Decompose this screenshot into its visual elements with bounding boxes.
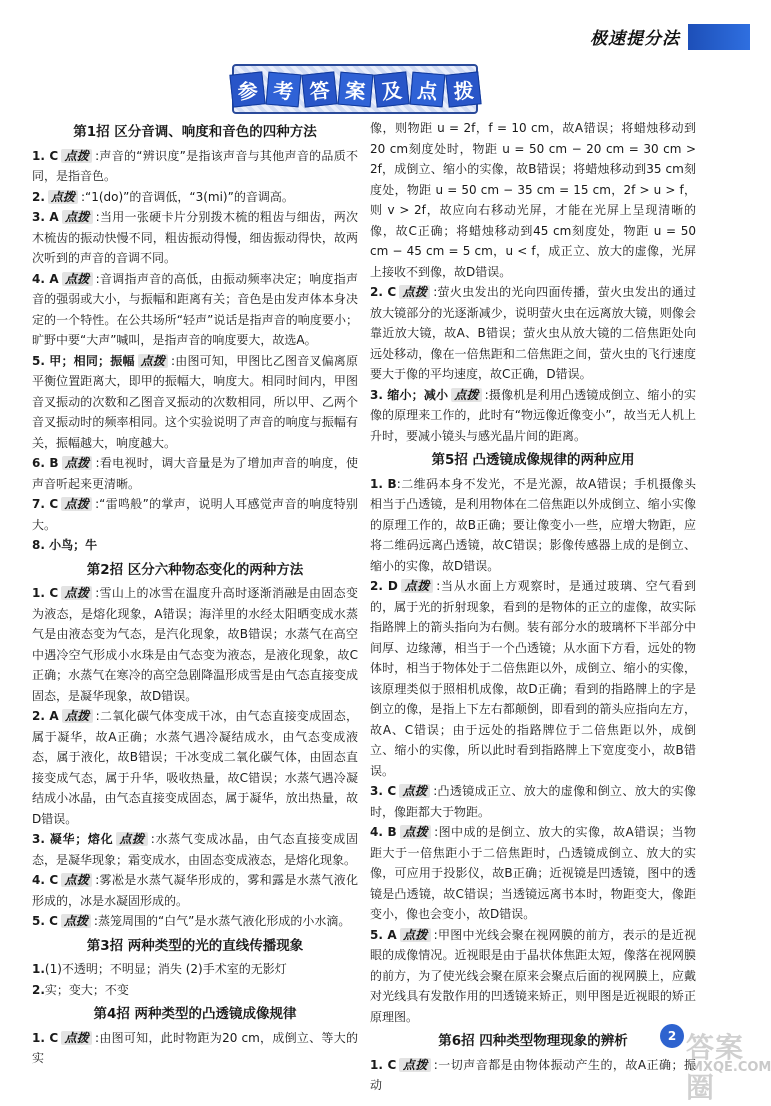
section-title: 第4招 两种类型的凸透镜成像规律	[93, 1006, 297, 1022]
hint-label: 点拨	[399, 784, 430, 798]
answer-number: 3. A	[32, 210, 59, 224]
hint-label: 点拨	[401, 579, 433, 593]
answer-text: :由图可知，甲图比乙图音叉偏离原平衡位置距离大，即甲的振幅大，响度大。相同时间内，甲图音叉振动的次数和乙图音叉振动的次数相同，所以甲、乙两个音叉振动时的频率相同。这个实验说明了声音的响度与振幅有关，振幅越大，响度越大。	[32, 353, 358, 450]
hint-label: 点拨	[61, 914, 91, 928]
answer-item	[32, 494, 358, 535]
answer-text: 实；变大；不变	[44, 982, 129, 997]
answer-item	[32, 453, 358, 494]
hint-label: 点拨	[48, 190, 78, 204]
banner-char: 案	[337, 71, 373, 107]
answer-text: :二氧化碳气体变成干冰，由气态直接变成固态，属于凝华，故A正确；水蒸气遇冷凝结成水，由气态变成液态，属于液化，故B错误；干冰变成二氧化碳气体，由固态直接变成气态，属于升华，吸收热量，故C错误；水蒸气遇冷凝结成小冰晶，由气态直接变成固态，属于凝华，放出热量，故D错误。	[32, 709, 359, 826]
hint-label: 点拨	[62, 210, 93, 224]
answer-text: :雾凇是水蒸气凝华形成的，雾和露是水蒸气液化形成的，冰是水凝固形成的。	[32, 873, 358, 908]
answer-number: 1. C	[370, 1057, 397, 1072]
answer-number: 4. A	[32, 271, 59, 286]
answer-text: :水蒸气变成冰晶，由气态直接变成固态，是凝华现象；霜变成水，由固态变成液态，是熔化现象。	[32, 832, 358, 867]
answer-text: (1)不透明；不明显；消失 (2)手术室的无影灯	[44, 962, 287, 976]
answer-number: 2. C	[370, 285, 397, 299]
banner-char: 及	[373, 71, 409, 107]
answer-number: 3. 凝华；熔化	[32, 832, 114, 846]
answer-number: 2.	[32, 982, 45, 997]
answer-number: 5. 甲；相同；振幅	[32, 353, 135, 368]
hint-label: 点拨	[400, 928, 431, 942]
answer-item	[32, 706, 358, 829]
left-column	[32, 118, 358, 1069]
banner-char: 拨	[445, 71, 481, 107]
answer-item	[32, 146, 358, 187]
answer-text: :“1(do)”的音调低，“3(mi)”的音调高。	[80, 189, 294, 204]
hint-label: 点拨	[116, 832, 147, 846]
answer-text: :看电视时，调大音量是为了增加声音的响度，使声音听起来更清晰。	[32, 456, 358, 491]
hint-label: 点拨	[61, 873, 92, 887]
answer-item	[32, 187, 358, 208]
answer-item	[32, 269, 358, 351]
answer-text: :当从水面上方观察时，是通过玻璃、空气看到的，属于光的折射现象，看到的是物体的正立的虚像，故实际指路牌上的箭头指向为右侧。装有部分水的玻璃杯下半部分中间厚、边缘薄，相当于一个凸透镜；从水面下方看，远处的物体时，相当于物体处于二倍焦距以外，成倒立、缩小的实像，该原理类似于照相机成像，故D正确；看到的指路牌上的字是倒立的像，是指上下左右都颠倒，即看到的箭头应指向左方，故A、C错误；由于远处的指路牌位于二倍焦距以外，成倒立、缩小的实像，所以此时看到指路牌上下宽度变小，故B错误。	[370, 579, 697, 778]
answer-text: :“雷鸣般”的掌声，说明人耳感觉声音的响度特别大。	[32, 497, 358, 532]
answer-item	[32, 207, 358, 269]
answer-text: :一切声音都是由物体振动产生的，故A正确；振动	[370, 1057, 696, 1092]
hint-label: 点拨	[61, 1031, 92, 1045]
banner-char: 考	[265, 71, 301, 107]
page-number: 2	[660, 1024, 684, 1048]
answer-item	[370, 576, 696, 781]
answer-item	[32, 829, 358, 870]
answer-number: 4. C	[32, 873, 59, 887]
answer-item	[32, 583, 358, 706]
answer-number: 5. A	[370, 927, 397, 942]
answer-text: :萤火虫发出的光向四面传播，萤火虫发出的通过放大镜部分的光逐渐减少，说明萤火虫在远离放大镜，则像会靠近放大镜，故A、B错误；萤火虫从放大镜的二倍焦距处向远处移动，像在一倍焦距和二倍焦距之间，萤火虫的飞行速度要大于像的平均速度，故C正确，D错误。	[370, 285, 696, 381]
right-column	[370, 118, 696, 1096]
answer-text: :由图可知，此时物距为20 cm，成倒立、等大的实	[32, 1030, 358, 1065]
answer-number: 8. 小鸟；牛	[32, 538, 98, 552]
section-title: 第3招 两种类型的光的直线传播现象	[86, 937, 304, 954]
answer-number: 2. D	[370, 579, 398, 593]
hint-label: 点拨	[61, 497, 92, 511]
answer-item	[32, 980, 358, 1001]
answer-number: 1. C	[32, 148, 59, 163]
hint-label: 点拨	[399, 285, 430, 299]
answer-number: 2.	[32, 189, 45, 204]
hint-label: 点拨	[138, 354, 168, 368]
answer-text: :甲图中光线会聚在视网膜的前方，表示的是近视眼的成像情况。近视眼是由于晶状体焦距太短，像落在视网膜的前方，为了使光线会聚在原来会聚点后面的视网膜上，应戴对光线具有发散作用的凹透镜来矫正，则甲图是近视眼的矫正原理图。	[370, 927, 697, 1024]
answer-text: :摄像机是利用凸透镜成倒立、缩小的实像的原理来工作的，此时有“物远像近像变小”，故当无人机上升时，要减小镜头与感光晶片间的距离。	[370, 387, 696, 443]
answer-item	[370, 925, 696, 1028]
watermark-url: MXQE.COM	[690, 1060, 771, 1075]
answer-number: 6. B	[32, 456, 59, 470]
section-title: 第2招 区分六种物态变化的两种方法	[86, 561, 304, 578]
answer-item	[370, 1055, 696, 1096]
hint-label: 点拨	[451, 388, 481, 402]
answer-item	[32, 911, 358, 932]
banner-char: 答	[301, 71, 337, 107]
header-accent-bar	[688, 24, 750, 50]
hint-label: 点拨	[62, 709, 93, 723]
answer-number: 2. A	[32, 709, 59, 723]
answer-item	[32, 351, 358, 454]
header-brand: 极速提分法	[590, 29, 680, 49]
answer-text: :凸透镜成正立、放大的虚像和倒立、放大的实像时，像距都大于物距。	[370, 784, 696, 819]
answer-number: 4. B	[370, 825, 397, 839]
hint-label: 点拨	[400, 825, 431, 839]
answer-item	[32, 1028, 358, 1069]
watermark-logo: 答案圈	[686, 1031, 745, 1104]
answer-number: 3. 缩小；减小	[370, 387, 449, 402]
answer-text: :图中成的是倒立、放大的实像，故A错误；当物距大于一倍焦距小于二倍焦距时，凸透镜成倒立、放大的实像，可应用于投影仪，故B正确；近视镜是凹透镜，图中的透镜是凸透镜，故C错误；当透镜远离书本时，物距变大，像距变小，像也会变小，故D错误。	[370, 825, 696, 921]
section-title: 第6招 四种类型物理现象的辨析	[438, 1033, 628, 1049]
answer-item	[370, 282, 696, 385]
hint-label: 点拨	[62, 272, 93, 286]
answer-item	[370, 781, 696, 822]
answer-item	[370, 385, 696, 447]
answer-item	[370, 474, 696, 577]
banner-char: 点	[409, 71, 445, 107]
title-banner-chars	[231, 73, 480, 106]
answer-text: :音调指声音的高低，由振动频率决定；响度指声音的强弱或大小，与振幅和距离有关；音色是由发声体本身决定的一个特性。在公共场所“轻声”说话是指声音的响度要小；旷野中要“大声”喊叫，是指声音的响度要大，故选A。	[32, 271, 359, 347]
title-banner	[232, 64, 478, 114]
section-title: 第5招 凸透镜成像规律的两种应用	[431, 452, 635, 468]
section-title: 第1招 区分音调、响度和音色的四种方法	[73, 124, 317, 140]
answer-item	[32, 870, 358, 911]
answer-item	[32, 535, 358, 556]
answer-text: :雪山上的冰雪在温度升高时逐渐消融是由固态变为液态，是熔化现象，A错误；海洋里的水经太阳晒变成水蒸气是由液态变为气态，是汽化现象，故B错误；水蒸气在高空中遇冷空气形成小水珠是由气态变为液态，是液化现象，故C正确；水蒸气在寒冷的高空急剧降温形成雪是由气态直接变成固态，是凝华现象，故D错误。	[32, 586, 358, 703]
answer-item	[370, 822, 696, 925]
answer-text: :声音的“辨识度”是指该声音与其他声音的品质不同，是指音色。	[32, 148, 358, 183]
answer-number: 1. C	[32, 586, 59, 600]
hint-label: 点拨	[62, 456, 93, 470]
answer-text: :蒸笼周围的“白气”是水蒸气液化形成的小水滴。	[93, 914, 351, 928]
answer-number: 1. B	[370, 476, 397, 491]
banner-char: 参	[229, 71, 265, 107]
hint-label: 点拨	[61, 149, 92, 163]
answer-number: 1. C	[32, 1030, 59, 1045]
answer-item	[370, 118, 696, 282]
answer-text: 像，则物距 u = 2f，f = 10 cm，故A错误；将蜡烛移动到20 cm刻度处时，物距 u = 50 cm − 20 cm = 30 cm > 2f，成倒立、缩小的实像，故B错误；将蜡烛移动到35 cm刻度处，物距 u = 50 cm − 35 cm = 15 cm，2f > u > f，则 v > 2f，故应向右移动光屏，才能在光屏上呈现清晰的像，故C正确；将蜡烛移动到45 cm刻度处，物距 u = 50 cm − 45 cm = 5 cm，u < f，成正立、放大的虚像，光屏上接收不到像，故D错误。	[370, 121, 696, 279]
answer-number: 5. C	[32, 914, 58, 928]
hint-label: 点拨	[399, 1058, 430, 1072]
answer-text: :当用一张硬卡片分别拨木梳的粗齿与细齿，两次木梳齿的振动快慢不同，粗齿振动得慢，细齿振动得快，故两次听到的声音的音调不同。	[32, 210, 359, 265]
answer-text: :二维码本身不发光，不是光源，故A错误；手机摄像头相当于凸透镜，是利用物体在二倍焦距以外成倒立、缩小实像的原理工作的，故B正确；要让像变小一些，应增大物距，应将二维码远离凸透镜，故C错误；影像传感器上成的是倒立、缩小的实像，故D错误。	[370, 476, 696, 573]
answer-number: 1.	[32, 962, 45, 976]
hint-label: 点拨	[61, 586, 92, 600]
answer-number: 3. C	[370, 784, 397, 798]
answer-item	[32, 959, 358, 980]
answer-number: 7. C	[32, 497, 59, 511]
